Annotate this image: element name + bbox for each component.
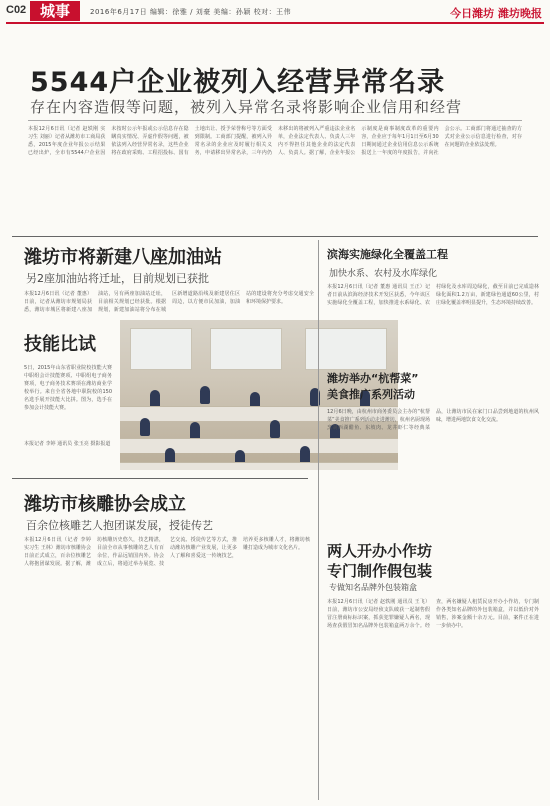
- cuisine-body: 12月6日晚，由杭州市商务委员会主办的“杭帮菜”美食推广系列活动走进潍坊，杭州名厨现场烹制西湖醋鱼、东坡肉、龙井虾仁等经典菜品，让潍坊市民在家门口品尝到地道的杭州风味，增进两地饮食文化交流。: [327, 409, 539, 431]
- column-divider: [318, 240, 319, 800]
- workshop-subhead: 专做知名品牌外包装箱盒: [329, 583, 417, 592]
- green-body: 本报12月6日讯（记者 董惠 通讯员 王正）记者日前从滨海经济技术开发区获悉，今年该区实施绿化全覆盖工程，加快推进水系绿化、农村绿化及水库周边绿化，截至目前已完成造林绿化面积1.2万亩，新建绿色通道60公里，村庄绿化覆盖率明显提升，生态环境持续改善。: [327, 284, 539, 306]
- gas-body: 本报12月6日讯（记者 董惠）日前，记者从潍坊市规划局获悉，潍坊市城区将新建八座加油站，另有两座加油站迁址，目前相关规划已经获批。根据规划，新建加油站将分布在城区新增道路沿线及新建居住区周边，以方便市民加油，加油站的建设将充分考虑交通安全和环境保护要求。: [24, 291, 314, 313]
- cuisine-headline-2: 美食推广系列活动: [327, 388, 415, 401]
- gas-headline: 潍坊市将新建八座加油站: [24, 247, 222, 268]
- section-divider-2: [12, 478, 308, 479]
- workshop-body: 本报12月6日讯（记者 赵轶刚 通讯员 王飞）日前，潍坊市公安局经侦支队破获一起制售假冒注册商标标识案，抓获犯罪嫌疑人两名，现场查获假冒知名品牌外包装箱盒两万余个。经查，两名嫌疑人租赁民房开办小作坊，专门制作各类知名品牌的外包装箱盒，并以低价对外销售，涉案金额十余万元。目前，案件正在进一步侦办中。: [327, 599, 539, 629]
- carving-subhead: 百余位核雕艺人抱团谋发展，授徒传艺: [26, 519, 213, 532]
- section-divider: [12, 236, 538, 237]
- edition-meta: 2016年6月17日 编辑：徐雅 / 刘豪 美编：孙颖 校对：王伟: [90, 8, 292, 16]
- section-label: 城事: [30, 1, 80, 21]
- newspaper-logo: 今日潍坊 潍坊晚报: [450, 7, 542, 20]
- lead-body: 本报12月6日讯（记者 赵轶刚 实习生 刘丽）记者从潍坊市工商局获悉，2015年度企业年报公示结果已经出炉，全市有5544户企业因未按时公示年报或公示信息存在隐瞒真实情况、弄虚作假等问题，被依法列入经营异常名录，这些企业将在政府采购、工程招投标、国有土地出让、授予荣誉称号等方面受到限制。工商部门提醒，被列入异常名录的企业应及时履行相关义务，申请移出异常名录，三年内仍未移出的将被列入严重违法企业名单，企业法定代表人、负责人三年内不得担任其他企业的法定代表人、负责人。据了解，企业年报公示制度是商事制度改革的重要内容，企业应于每年1月1日至6月30日期间通过企业信用信息公示系统报送上一年度的年度报告，并向社会公示。工商部门将通过抽查的方式对企业公示信息进行检查，对存在问题的企业依法处理。: [28, 126, 522, 156]
- photo-title: 技能比试: [24, 334, 96, 355]
- lead-subhead: 存在内容造假等问题，被列入异常名录将影响企业信用和经营: [30, 98, 463, 116]
- header-rule: [6, 22, 544, 24]
- photo-caption: 5日，2015年山东省职业院校技能大赛中职组会计技能赛项、中职组电子商务赛项，电子商务技术赛项在潍坊商业学校举行。来自全省各地中职院校的150名选手展开技能大比拼。图为，选手在参加会计技能大赛。: [24, 365, 112, 411]
- cuisine-headline-1: 潍坊举办“杭帮菜”: [327, 372, 419, 385]
- green-subhead: 加快水系、农村及水库绿化: [329, 269, 438, 279]
- gas-subhead: 另2座加油站将迁址，目前规划已获批: [26, 272, 209, 285]
- lead-headline: 5544户企业被列入经营异常名录: [30, 67, 446, 98]
- carving-body: 本报12月6日讯（记者 李婷 实习生 王林）潍坊市核雕协会日前正式成立，百余位核雕艺人将抱团谋发展。据了解，潍坊核雕历史悠久，技艺精湛，目前全市从事核雕的艺人有百余位，作品远销国内外。协会成立后，将通过举办展览、技艺交流、授徒传艺等方式，推动潍坊核雕产业发展，让更多人了解和喜爱这一传统技艺，培养更多核雕人才，将潍坊核雕打造成为城市文化名片。: [24, 537, 310, 567]
- lead-rule: [28, 120, 522, 121]
- carving-headline: 潍坊市核雕协会成立: [24, 494, 186, 515]
- workshop-headline-1: 两人开办小作坊: [327, 542, 433, 560]
- workshop-headline-2: 专门制作假包装: [327, 562, 433, 580]
- photo-credit: 本报记者 李婷 通讯员 张玉亮 摄影报道: [24, 441, 111, 447]
- green-headline: 滨海实施绿化全覆盖工程: [327, 248, 448, 261]
- page-number: C02: [6, 4, 27, 16]
